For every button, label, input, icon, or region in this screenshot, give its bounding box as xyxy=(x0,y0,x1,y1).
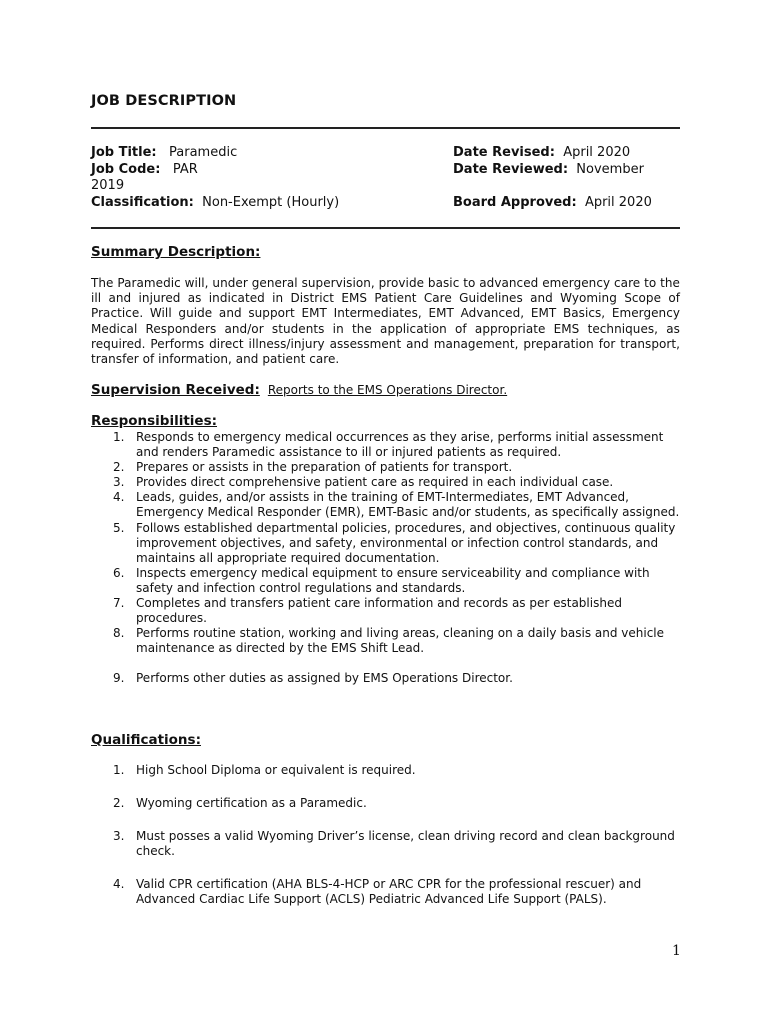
classification-value: Non-Exempt (Hourly) xyxy=(202,194,340,210)
list-item-text: Prepares or assists in the preparation of patients for transport. xyxy=(136,460,513,475)
supervision-text: Reports to the EMS Operations Director. xyxy=(267,383,508,397)
job-code-value: PAR xyxy=(172,161,198,177)
list-item-number: 2. xyxy=(113,460,125,475)
list-item xyxy=(91,430,681,460)
summary-heading: Summary Description: xyxy=(91,244,261,260)
list-item-text: Performs routine station, working and living areas, cleaning on a daily basis and vehicle maintenance as directed by the EMS Shift Lead. xyxy=(136,626,665,656)
classification-row xyxy=(91,195,441,212)
date-reviewed-label: Date Reviewed: xyxy=(453,161,569,177)
job-title-value: Paramedic xyxy=(169,145,238,160)
qualifications-heading: Qualifications: xyxy=(91,732,201,748)
meta-spacer xyxy=(453,178,683,195)
date-revised-label: Date Revised: xyxy=(453,145,555,160)
list-item xyxy=(91,460,681,475)
date-reviewed-value: November xyxy=(576,161,644,177)
list-item-text: Responds to emergency medical occurrences as they arise, performs initial assessment and renders Paramedic assistance to ill or injured patients as required. xyxy=(136,430,664,460)
list-item xyxy=(91,596,681,626)
list-item xyxy=(91,475,681,490)
list-item xyxy=(91,671,681,686)
list-item xyxy=(91,521,681,566)
classification-label: Classification: xyxy=(91,194,194,210)
list-item xyxy=(91,877,681,907)
board-approved-value: April 2020 xyxy=(584,194,652,210)
date-revised-value: April 2020 xyxy=(563,145,631,160)
job-meta-right xyxy=(453,145,683,211)
list-item-number: 8. xyxy=(113,626,125,641)
job-title-label: Job Title: xyxy=(91,145,157,160)
list-item-number: 4. xyxy=(113,490,125,505)
qualifications-list xyxy=(91,763,681,908)
header-divider-bottom xyxy=(91,227,680,229)
summary-text: The Paramedic will, under general supervision, provide basic to advanced emergency care to the ill and injured as indicated in District EMS Patient Care Guidelines and Wyoming Scope of Practice. Will guide and support EMT Intermediates, EMT Advanced, EMT Basics, Emergency Medical Responders and/or students in the application of appropriate EMS techniques, as required. Performs direct illness/injury assessment and management, preparation for transport, transfer of information, and patient care. xyxy=(91,276,680,367)
list-item-number: 6. xyxy=(113,565,125,580)
list-item-text: Performs other duties as assigned by EMS Operations Director. xyxy=(136,671,513,686)
list-item-text: Follows established departmental policies, procedures, and objectives, continuous quality improvement objectives, and safety, environmental or infection control standards, and maintains all appropriate required documentation. xyxy=(136,520,676,565)
list-item-text: High School Diploma or equivalent is required. xyxy=(136,763,416,777)
list-item xyxy=(91,763,681,778)
date-reviewed-row xyxy=(453,162,683,179)
list-item-text: Inspects emergency medical equipment to ensure serviceability and compliance with safety and infection control regulations and standards. xyxy=(136,565,650,595)
list-item-number: 3. xyxy=(113,829,125,844)
list-item xyxy=(91,829,681,859)
job-code-overflow: 2019 xyxy=(91,178,125,193)
list-item xyxy=(91,566,681,596)
board-approved-label: Board Approved: xyxy=(453,194,577,210)
list-item-text: Wyoming certification as a Paramedic. xyxy=(136,796,367,811)
list-item-text: Leads, guides, and/or assists in the training of EMT-Intermediates, EMT Advanced, Emergency Medical Responder (EMR), EMT-Basic and/or students, as specifically assigned. xyxy=(136,490,680,520)
list-item-text: Valid CPR certification (AHA BLS-4-HCP or ARC CPR for the professional rescuer) and Advanced Cardiac Life Support (ACLS) Pediatric Advanced Life Support (PALS). xyxy=(136,877,642,907)
date-revised-row xyxy=(453,145,683,162)
job-title-row xyxy=(91,145,441,162)
list-item-text: Completes and transfers patient care information and records as per established procedures. xyxy=(136,596,622,626)
board-approved-row xyxy=(453,195,683,212)
list-item xyxy=(91,490,681,520)
job-code-label: Job Code: xyxy=(91,161,161,177)
responsibilities-heading: Responsibilities: xyxy=(91,413,218,429)
list-item-number: 4. xyxy=(113,877,125,892)
list-item xyxy=(91,796,681,811)
header-divider-top xyxy=(91,127,680,129)
job-meta-left xyxy=(91,145,441,211)
list-item-text: Provides direct comprehensive patient care as required in each individual case. xyxy=(136,475,614,490)
list-item-number: 7. xyxy=(113,596,125,611)
list-item-number: 9. xyxy=(113,671,125,686)
list-item-text: Must posses a valid Wyoming Driver’s license, clean driving record and clean background check. xyxy=(136,829,675,859)
list-item-number: 3. xyxy=(113,475,125,490)
list-item-number: 2. xyxy=(113,796,125,811)
job-code-row xyxy=(91,162,441,179)
supervision-heading: Supervision Received: xyxy=(91,382,260,398)
page-title: JOB DESCRIPTION xyxy=(91,93,237,109)
list-item-number: 5. xyxy=(113,520,125,535)
responsibilities-list xyxy=(91,430,681,687)
list-item-number: 1. xyxy=(113,763,125,777)
supervision-row xyxy=(91,382,507,398)
list-item-number: 1. xyxy=(113,430,125,444)
page-number: 1 xyxy=(672,943,681,959)
list-item xyxy=(91,626,681,656)
